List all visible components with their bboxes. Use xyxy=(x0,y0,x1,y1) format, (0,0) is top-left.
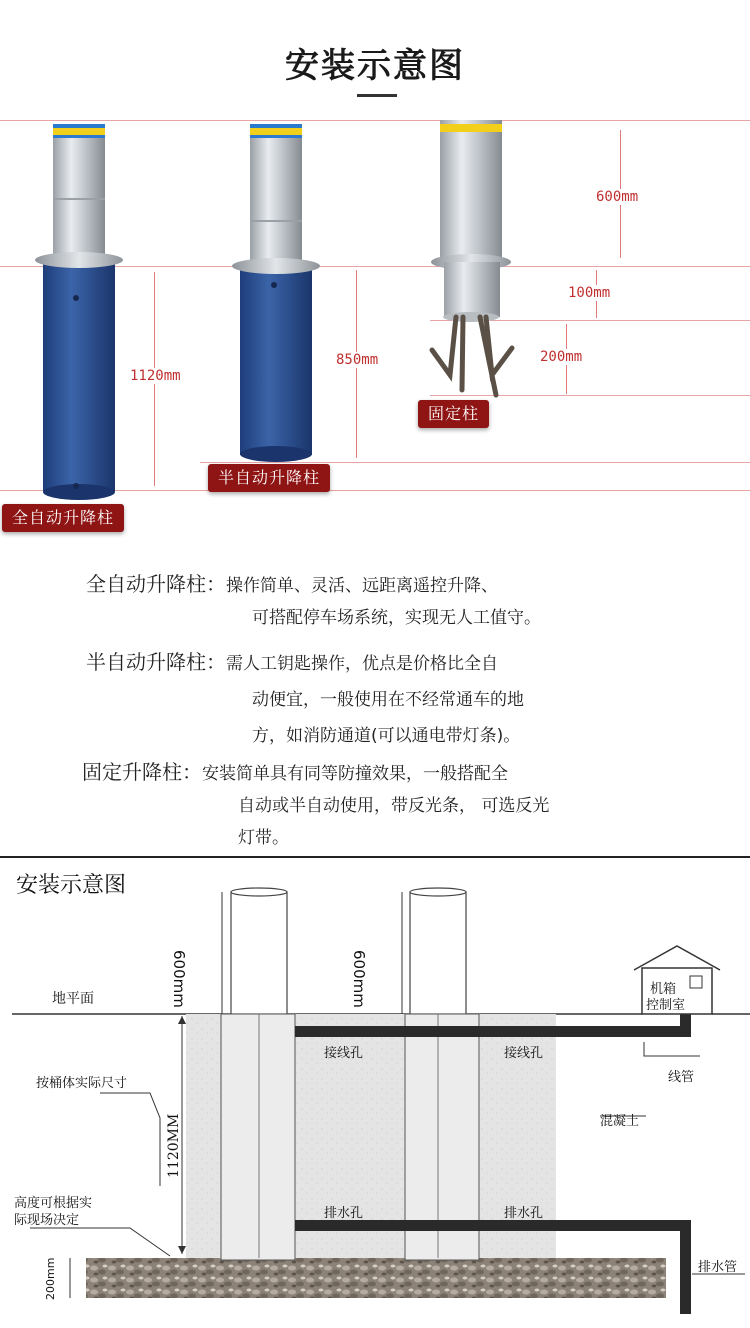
diagram-title: 安装示意图 xyxy=(16,873,127,898)
drain-hole-left-label: 排水孔 xyxy=(324,1206,364,1221)
description-line: 需人工钥匙操作，优点是价格比全自 xyxy=(226,654,498,674)
fixed-bollard xyxy=(431,120,512,395)
control-box-label-1: 机箱 xyxy=(650,982,677,997)
dim-1120-label: 1120MM xyxy=(166,1113,182,1178)
control-box-label-2: 控制室 xyxy=(646,998,686,1013)
dim-1120-label: 1120mm xyxy=(130,368,181,384)
drain-pipe-label: 排水管 xyxy=(698,1260,738,1275)
description-title: 半自动升降柱： xyxy=(86,650,226,674)
wire-hole-left-label: 接线孔 xyxy=(324,1046,364,1061)
description-line: 可搭配停车场系统，实现无人工值守。 xyxy=(252,608,541,628)
wire-hole-right-label: 接线孔 xyxy=(504,1046,544,1061)
badge-full-auto: 全自动升降柱 xyxy=(2,504,124,532)
description-title: 全自动升降柱： xyxy=(86,572,226,596)
dim-850-label: 850mm xyxy=(336,352,379,368)
description-line: 方，如消防通道(可以通电带灯条)。 xyxy=(252,726,521,746)
description-semi-auto xyxy=(86,646,726,752)
barrel-note-label: 按桶体实际尺寸 xyxy=(36,1076,128,1091)
description-line: 自动或半自动使用，带反光条， 可选反光 xyxy=(238,796,550,816)
title-underline xyxy=(357,94,397,97)
dim-200-label: 200mm xyxy=(44,1257,57,1300)
description-line: 安装简单具有同等防撞效果，一般搭配全 xyxy=(202,764,508,784)
description-title: 固定升降柱： xyxy=(82,760,202,784)
dim-600-right-label: 600mm xyxy=(350,950,368,1008)
description-line: 灯带。 xyxy=(238,828,289,848)
semi-auto-bollard xyxy=(232,124,320,462)
drain-hole-right-label: 排水孔 xyxy=(504,1206,544,1221)
badge-semi-auto: 半自动升降柱 xyxy=(208,464,330,492)
description-line: 动便宜，一般使用在不经常通车的地 xyxy=(252,690,524,710)
description-fixed xyxy=(82,756,742,854)
description-line: 操作简单、灵活、远距离遥控升降、 xyxy=(226,576,498,596)
height-note-line-1: 高度可根据实 xyxy=(14,1196,93,1211)
concrete-label: 混凝土 xyxy=(600,1114,640,1129)
dim-200-label: 200mm xyxy=(540,349,583,365)
badge-fixed: 固定柱 xyxy=(418,400,489,428)
page-title: 安装示意图 xyxy=(285,46,465,86)
description-full-auto xyxy=(86,568,726,634)
ground-label: 地平面 xyxy=(52,991,94,1007)
full-auto-bollard xyxy=(35,124,123,500)
bollards-svg xyxy=(0,110,750,530)
dim-600-label: 600mm xyxy=(596,189,639,205)
wire-pipe-label: 线管 xyxy=(668,1070,695,1085)
dim-100-label: 100mm xyxy=(568,285,611,301)
dim-600-left-label: 600mm xyxy=(170,950,188,1008)
product-illustration xyxy=(0,110,750,530)
diagram-svg xyxy=(0,856,750,1328)
installation-diagram xyxy=(0,856,750,1328)
height-note-line-2: 际现场决定 xyxy=(14,1213,80,1228)
